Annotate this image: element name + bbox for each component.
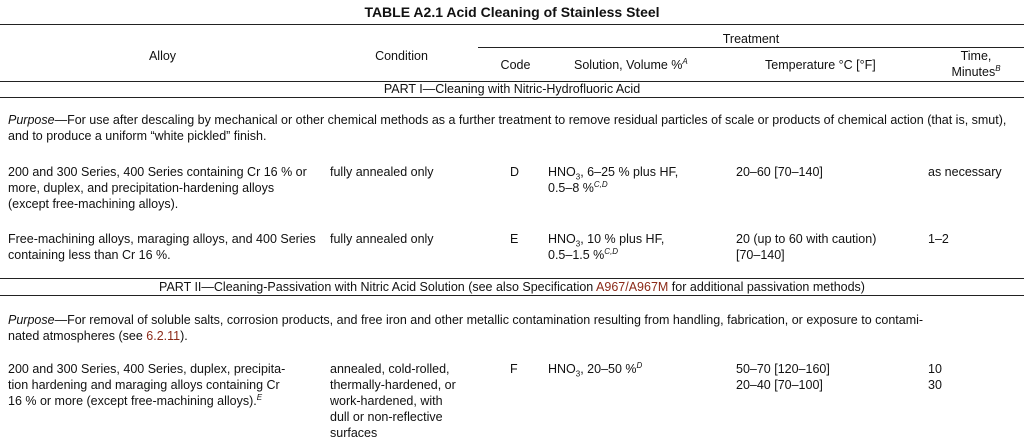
header-time: Time, Minutes$^B$ bbox=[951, 49, 1001, 79]
part1-purpose: Purpose—For use after descaling by mechanical or other chemical methods as a further treatment to remove residual particles of scale or products of chemical action (that is, smut), and to produce a uniform “white pickled” finish. bbox=[8, 113, 1007, 143]
table-row-e-condition: fully annealed only bbox=[330, 232, 434, 246]
table-row-d-alloy: 200 and 300 Series, 400 Series containing Cr 16 % or more, duplex, and precipitation-hardening alloys (except free-machining alloys). bbox=[8, 165, 307, 211]
part1-title: PART I—Cleaning with Nitric-Hydrofluoric Acid bbox=[383, 82, 641, 96]
table-row-e-code: E bbox=[510, 232, 519, 246]
part2-purpose: Purpose—For removal of soluble salts, corrosion products, and free iron and other metallic contamination resulting from handling, fabrication, or exposure to contami- nated atmospheres (see 6.2.11). bbox=[8, 313, 924, 343]
table-row-d-solution: $HNO_3$, 6–25 % plus HF, 0.5–8 %$^{C,D}$ bbox=[548, 165, 679, 195]
table-row-e-temperature: 20 (up to 60 with caution) [70–140] bbox=[736, 232, 877, 262]
table-row-f-temperature: 50–70 [120–160] 20–40 [70–100] bbox=[736, 362, 830, 392]
table-row-d-time: as necessary bbox=[928, 165, 1002, 179]
header-solution: Solution, Volume %$^A$ bbox=[574, 56, 688, 72]
section-link[interactable]: 6.2.11 bbox=[146, 329, 181, 343]
table-row-f-condition: annealed, cold-rolled, thermally-hardened, or work-hardened, with dull or non-reflective surfaces bbox=[330, 362, 456, 440]
header-temperature: Temperature °C [°F] bbox=[765, 58, 876, 72]
table-row-f-solution: $HNO_3$, 20–50 %$^D$ bbox=[548, 360, 643, 379]
header-code: Code bbox=[500, 58, 531, 72]
part2-title: PART II—Cleaning-Passivation with Nitric Acid Solution (see also Specification A967/A967M for additional passivation methods) bbox=[159, 280, 865, 294]
table-row-e-time: 1–2 bbox=[928, 232, 949, 246]
header-treatment: Treatment bbox=[722, 32, 780, 46]
table-row-d-code: D bbox=[510, 165, 520, 179]
header-condition: Condition bbox=[375, 49, 428, 63]
spec-link[interactable]: A967/A967M bbox=[596, 280, 669, 294]
table-row-f-time: 10 30 bbox=[928, 362, 942, 392]
top-rule bbox=[0, 24, 1024, 25]
part2-bottom-rule bbox=[0, 295, 1024, 296]
table-row-d-condition: fully annealed only bbox=[330, 165, 434, 179]
table-row-e-solution: $HNO_3$, 10 % plus HF, 0.5–1.5 %$^{C,D}$ bbox=[548, 232, 665, 262]
table-row-f-alloy: 200 and 300 Series, 400 Series, duplex, precipita- tion hardening and maraging alloys containing Cr 16 % or more (except free-machining alloys).$^E$ bbox=[8, 362, 286, 408]
table-title: TABLE A2.1 Acid Cleaning of Stainless Steel bbox=[364, 4, 660, 20]
part1-bottom-rule bbox=[0, 97, 1024, 98]
table-row-d-temperature: 20–60 [70–140] bbox=[736, 165, 823, 179]
table-row-e-alloy: Free-machining alloys, maraging alloys, and 400 Series containing less than Cr 16 %. bbox=[8, 232, 316, 262]
table-row-f-code: F bbox=[510, 362, 518, 376]
header-alloy: Alloy bbox=[148, 49, 177, 63]
